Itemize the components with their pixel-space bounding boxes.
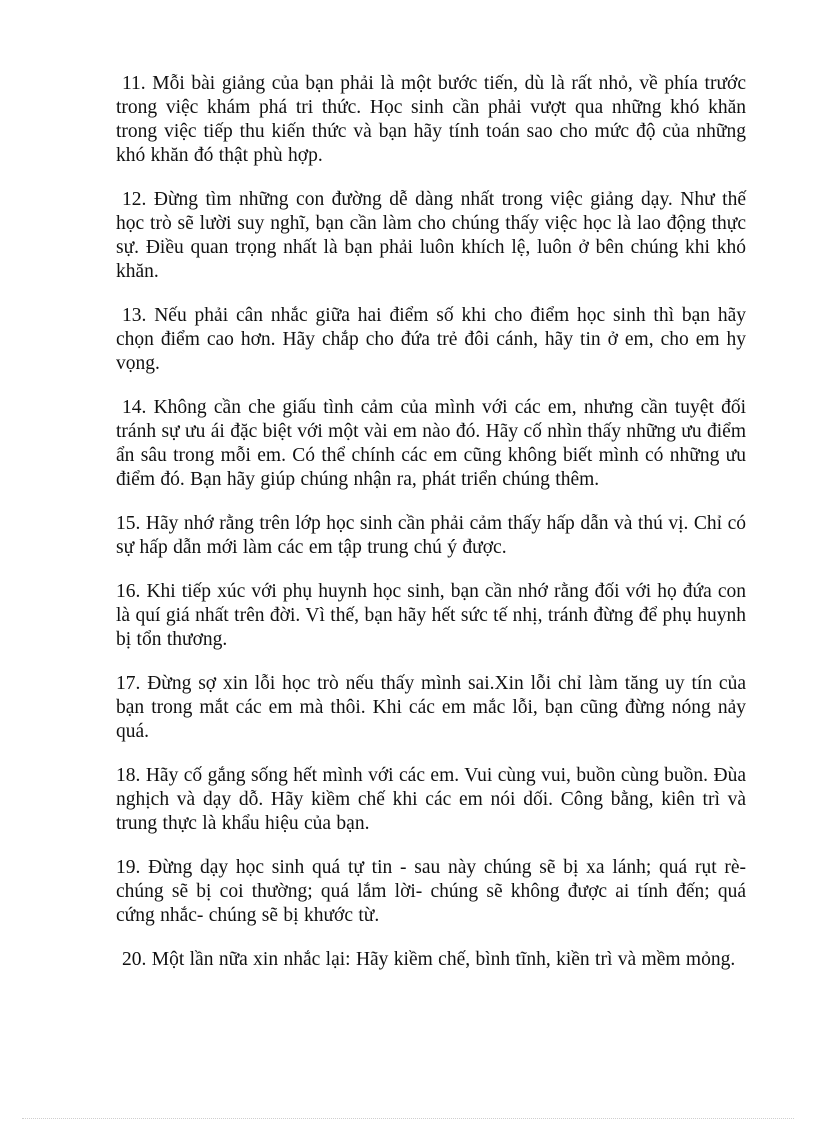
- paragraph-15: 15. Hãy nhớ rằng trên lớp học sinh cần phải cảm thấy hấp dẫn và thú vị. Chỉ có sự hấp dẫn mới làm các em tập trung chú ý được.: [116, 513, 746, 558]
- paragraph-14: 14. Không cần che giấu tình cảm của mình với các em, nhưng cần tuyệt đối tránh sự ưu ái đặc biệt với một vài em nào đó. Hãy cố nhìn thấy những ưu điểm ẩn sâu trong mỗi em. Có thể chính các em cũng không biết mình có những ưu điểm đó. Bạn hãy giúp chúng nhận ra, phát triển chúng thêm.: [116, 397, 746, 490]
- paragraph-20: 20. Một lần nữa xin nhắc lại: Hãy kiềm chế, bình tĩnh, kiền trì và mềm mỏng.: [122, 949, 736, 970]
- paragraph-12: 12. Đừng tìm những con đường dễ dàng nhất trong việc giảng dạy. Như thế học trò sẽ lười suy nghĩ, bạn cần làm cho chúng thấy việc học là lao động thực sự. Điều quan trọng nhất là bạn phải luôn khích lệ, luôn ở bên chúng khi khó khăn.: [116, 189, 746, 282]
- document-body: [116, 72, 746, 992]
- paragraph-13: 13. Nếu phải cân nhắc giữa hai điểm số khi cho điểm học sinh thì bạn hãy chọn điểm cao hơn. Hãy chắp cho đứa trẻ đôi cánh, hãy tin ở em, cho em hy vọng.: [116, 305, 746, 374]
- paragraph-11: 11. Mỗi bài giảng của bạn phải là một bước tiến, dù là rất nhỏ, về phía trước trong việc khám phá tri thức. Học sinh cần phải vượt qua những khó khăn trong việc tiếp thu kiến thức và bạn hãy tính toán sao cho mức độ của những khó khăn đó thật phù hợp.: [116, 73, 746, 166]
- page-bottom-divider: [22, 1118, 794, 1119]
- paragraph-17: 17. Đừng sợ xin lỗi học trò nếu thấy mình sai.Xin lỗi chỉ làm tăng uy tín của bạn trong mắt các em mà thôi. Khi các em mắc lỗi, bạn cũng đừng nóng nảy quá.: [116, 673, 746, 742]
- paragraph-19: 19. Đừng dạy học sinh quá tự tin - sau này chúng sẽ bị xa lánh; quá rụt rè- chúng sẽ bị coi thường; quá lắm lời- chúng sẽ không được ai tính đến; quá cứng nhắc- chúng sẽ bị khước từ.: [116, 857, 746, 926]
- paragraph-18: 18. Hãy cố gắng sống hết mình với các em. Vui cùng vui, buồn cùng buồn. Đùa nghịch và dạy dỗ. Hãy kiềm chế khi các em nói dối. Công bằng, kiên trì và trung thực là khẩu hiệu của bạn.: [116, 765, 746, 834]
- paragraph-16: 16. Khi tiếp xúc với phụ huynh học sinh, bạn cần nhớ rằng đối với họ đứa con là quí giá nhất trên đời. Vì thế, bạn hãy hết sức tế nhị, tránh đừng để phụ huynh bị tổn thương.: [116, 581, 746, 650]
